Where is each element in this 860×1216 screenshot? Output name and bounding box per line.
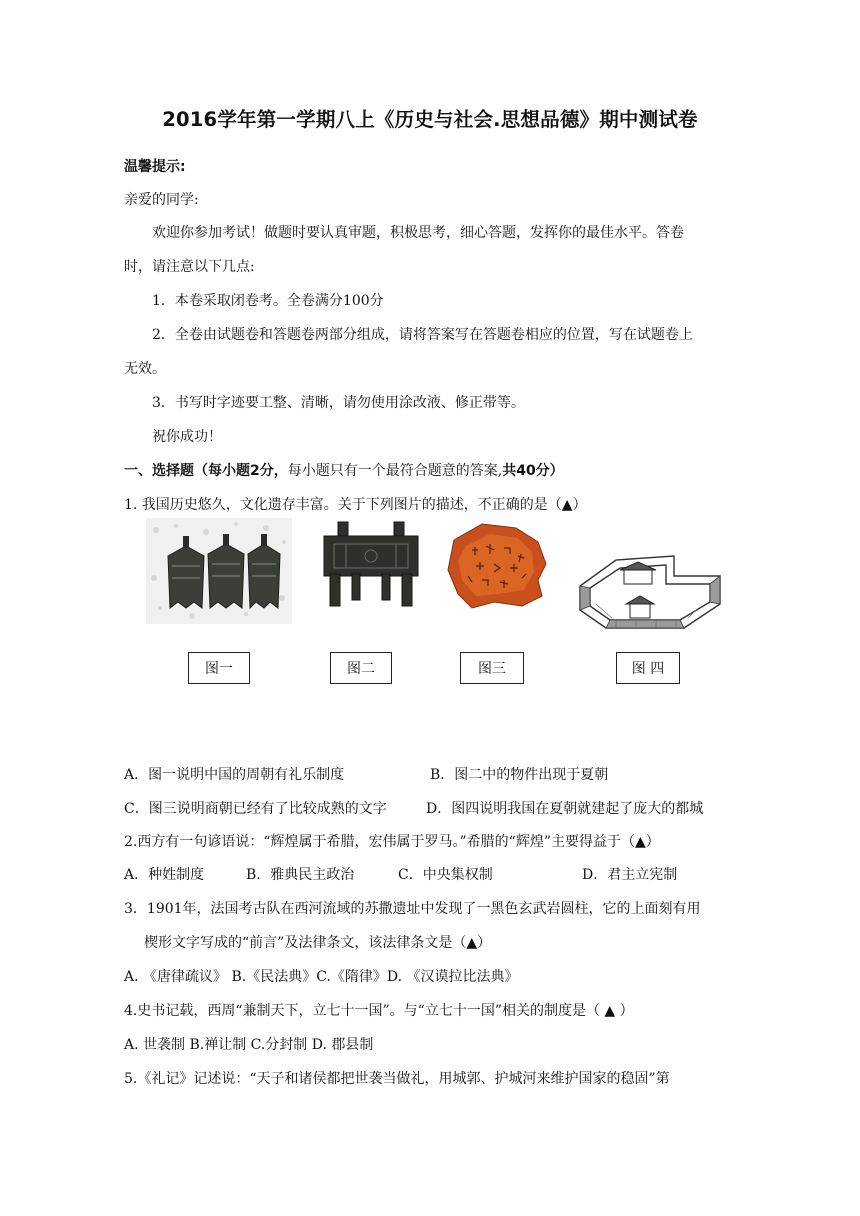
question-3-options: A. 《唐律疏议》 B.《民法典》C.《隋律》D. 《汉谟拉比法典》 (124, 969, 519, 985)
exam-title: 2016学年第一学期八上《历史与社会.思想品德》期中测试卷 (162, 108, 698, 131)
caption-figure-4: 图 四 (616, 652, 680, 684)
notice-intro-line-1: 欢迎你参加考试！做题时要认真审题，积极思考，细心答题，发挥你的最佳水平。答卷 (152, 225, 684, 241)
palace-city-image (576, 548, 724, 630)
notice-item-2: 2．全卷由试题卷和答题卷两部分组成，请将答案写在答题卷相应的位置，写在试题卷上 (152, 327, 693, 343)
question-2-option-a: A．种姓制度 (124, 867, 205, 883)
notice-heading: 温馨提示: (124, 159, 186, 175)
section-1-heading-bold-1: 一、选择题（每小题2分， (124, 463, 288, 479)
question-3-stem-line-2: 楔形文字写成的“前言”及法律条文，该法律条文是（▲） (144, 935, 492, 951)
oracle-bone-image (442, 520, 550, 612)
question-2-option-c: C．中央集权制 (398, 867, 493, 883)
question-1-option-d: D．图四说明我国在夏朝就建起了庞大的都城 (426, 801, 704, 817)
section-1-heading (124, 460, 564, 480)
question-1-option-c: C．图三说明商朝已经有了比较成熟的文字 (124, 801, 387, 817)
question-4-options: A. 世袭制 B.禅让制 C.分封制 D. 郡县制 (124, 1037, 374, 1053)
question-3-stem-line-1: 3．1901年，法国考古队在西河流域的苏撒遗址中发现了一黑色玄武岩圆柱，它的上面刻有用 (124, 901, 701, 917)
caption-figure-3: 图三 (460, 652, 524, 684)
notice-item-2-cont: 无效。 (124, 361, 166, 377)
notice-greeting: 亲爱的同学: (124, 192, 199, 208)
notice-intro-line-2: 时，请注意以下几点: (124, 259, 255, 275)
question-1-option-a: A．图一说明中国的周朝有礼乐制度 (124, 767, 345, 783)
caption-figure-2: 图二 (330, 652, 392, 684)
notice-wish: 祝你成功！ (152, 429, 222, 445)
question-1-stem: 1. 我国历史悠久，文化遗存丰富。关于下列图片的描述，不正确的是（▲） (124, 497, 587, 513)
bronze-bells-image (146, 518, 292, 624)
caption-figure-1: 图一 (188, 652, 250, 684)
notice-item-3: 3．书写时字迹要工整、清晰，请勿使用涂改液、修正带等。 (152, 395, 525, 411)
notice-item-1: 1．本卷采取闭卷考。全卷满分100分 (152, 293, 384, 309)
section-1-heading-bold-2: 共40分） (502, 463, 564, 479)
bronze-ding-image (312, 518, 430, 614)
question-5-stem: 5.《礼记》记述说：“天子和诸侯都把世袭当做礼，用城郭、护城河来维护国家的稳固”第 (124, 1071, 670, 1087)
question-1-option-b: B．图二中的物件出现于夏朝 (430, 767, 609, 783)
question-2-option-b: B．雅典民主政治 (246, 867, 355, 883)
question-2-option-d: D．君主立宪制 (582, 867, 678, 883)
question-2-stem: 2.西方有一句谚语说：“辉煌属于希腊，宏伟属于罗马。”希腊的“辉煌”主要得益于（▲） (124, 834, 660, 850)
section-1-heading-normal: 每小题只有一个最符合题意的答案, (287, 463, 503, 479)
question-4-stem: 4.史书记载，西周“兼制天下，立七十一国”。与“立七十一国”相关的制度是（ ▲ ） (124, 1003, 634, 1019)
